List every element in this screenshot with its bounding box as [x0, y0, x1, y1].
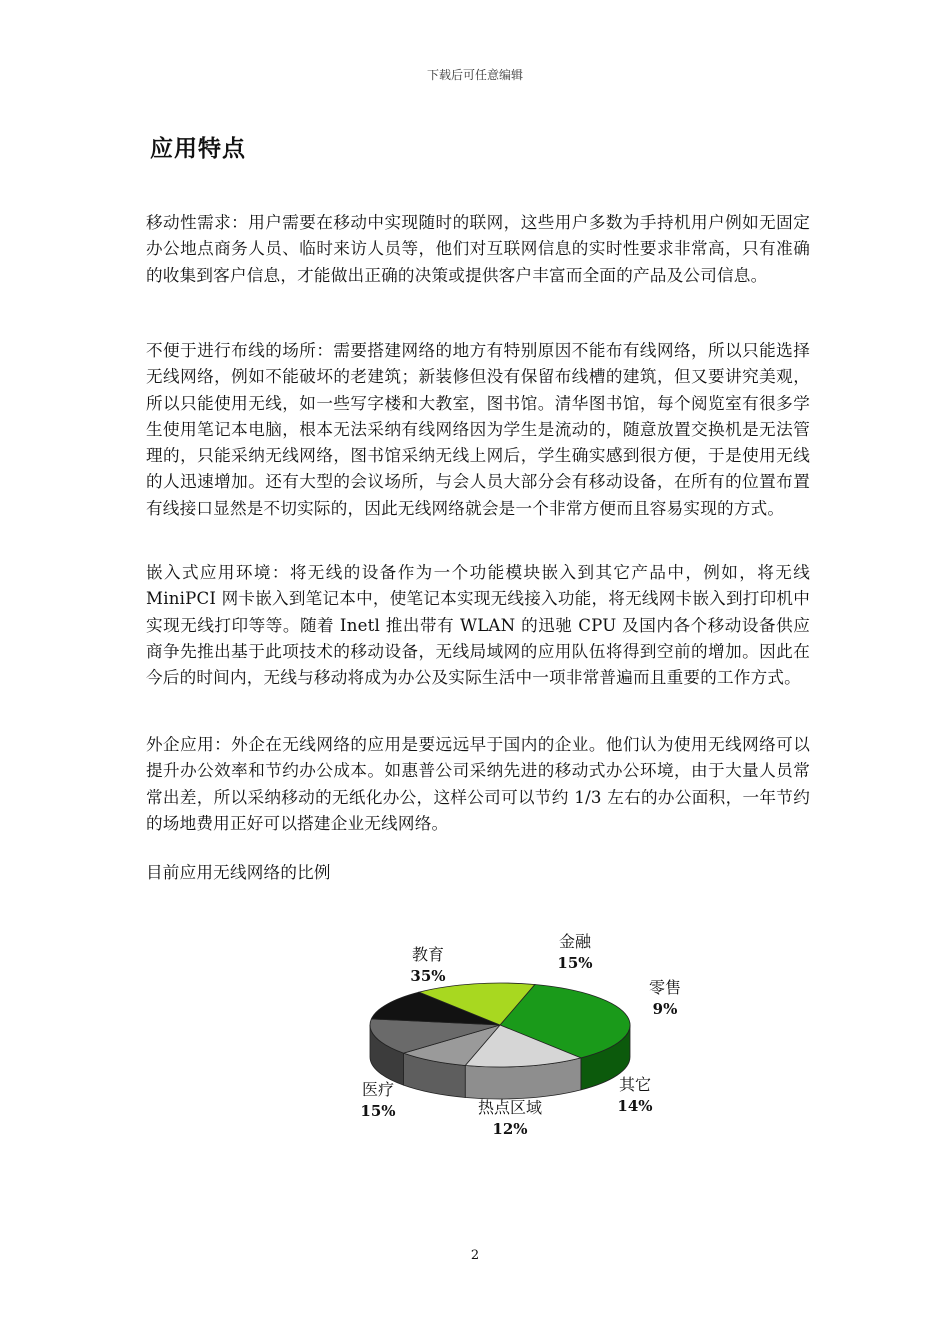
paragraph-no-wiring: 不便于进行布线的场所：需要搭建网络的地方有特别原因不能布有线网络，所以只能选择无线网络，例如不能破坏的老建筑；新装修但没有保留布线槽的建筑，但又要讲究美观，所以只能使用无线，如一些写字楼和大教室，图书馆。清华图书馆，每个阅览室有很多学生使用笔记本电脑，根本无法采纳有线网络因为学生是流动的，随意放置交换机是无法管理的，只能采纳无线网络，图书馆采纳无线上网后，学生确实感到很方便，于是使用无线的人迅速增加。还有大型的会议场所，与会人员大部分会有移动设备，在所有的位置布置有线接口显然是不切实际的，因此无线网络就会是一个非常方便而且容易实现的方式。 [146, 341, 810, 518]
pie-slice-2-percent: 9% [652, 1000, 678, 1018]
pie-slice-2-label: 零售 [648, 978, 682, 997]
paragraph-foreign-enterprise: 外企应用：外企在无线网络的应用是要远远早于国内的企业。他们认为使用无线网络可以提升办公效率和节约办公成本。如惠普公司采纳先进的移动式办公环境，由于大量人员常常出差，所以采纳移动的无纸化办公，这样公司可以节约 1/3 左右的办公面积，一年节约的场地费用正好可以搭建企业无线网络。 [146, 735, 810, 833]
paragraph-chart-caption: 目前应用无线网络的比例 [146, 863, 331, 882]
pie-chart [340, 925, 700, 1160]
section-title: 应用特点 [150, 136, 246, 162]
paragraph-mobility: 移动性需求：用户需要在移动中实现随时的联网，这些用户多数为手持机用户例如无固定办公地点商务人员、临时来访人员等，他们对互联网信息的实时性要求非常高，只有准确的收集到客户信息，才能做出正确的决策或提供客户丰富而全面的产品及公司信息。 [146, 213, 810, 285]
page-number: 2 [470, 1248, 480, 1263]
pie-slice-3-percent: 14% [617, 1097, 653, 1115]
pie-slice-3-label: 其它 [618, 1075, 652, 1094]
pie-slice-4-label: 热点区域 [477, 1098, 543, 1117]
pie-slice-5-percent: 15% [360, 1102, 396, 1120]
page-header: 下载后可任意编辑 [426, 68, 523, 82]
pie-slice-5-label: 医疗 [361, 1080, 395, 1099]
paragraph-embedded: 嵌入式应用环境：将无线的设备作为一个功能模块嵌入到其它产品中，例如，将无线 MiniPCI 网卡嵌入到笔记本中，使笔记本实现无线接入功能，将无线网卡嵌入到打印机中实现无线打印等等。随着 Inetl 推出带有 WLAN 的迅驰 CPU 及国内各个移动设备供应商争先推出基于此项技术的移动设备，无线局域网的应用队伍将得到空前的增加。因此在今后的时间内，无线与移动将成为办公及实际生活中一项非常普遍而且重要的工作方式。 [146, 563, 810, 688]
pie-slice-4-percent: 12% [492, 1120, 528, 1138]
pie-slice-1-percent: 15% [557, 954, 593, 972]
pie-slice-0-percent: 35% [410, 967, 446, 985]
pie-slice-0-label: 教育 [411, 945, 445, 964]
pie-slice-1-label: 金融 [558, 932, 592, 951]
